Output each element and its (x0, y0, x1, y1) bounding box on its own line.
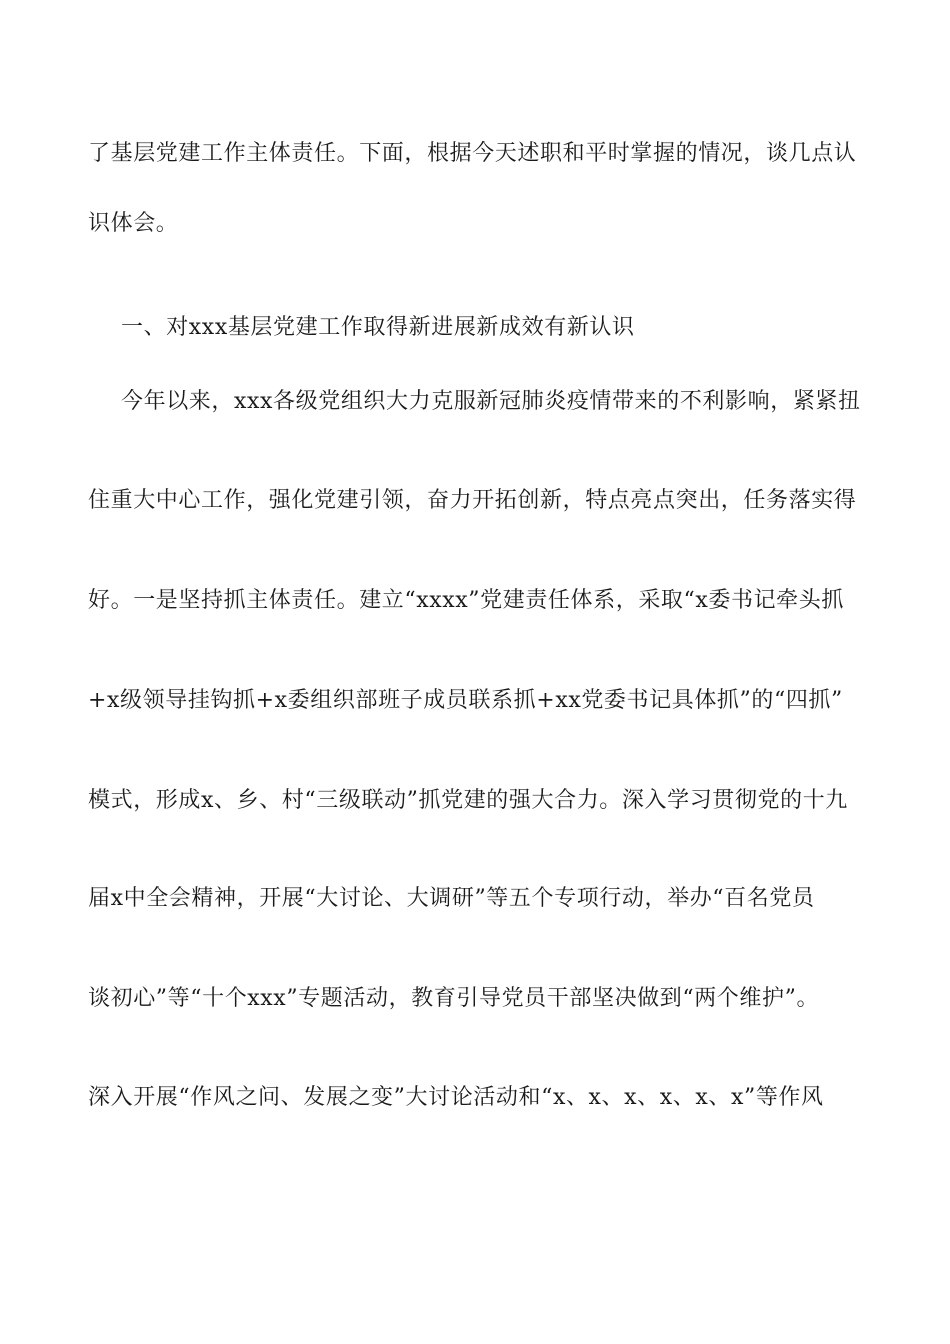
paragraph-line: 识体会。 (88, 211, 179, 236)
paragraph-line: 了基层党建工作主体责任。下面，根据今天述职和平时掌握的情况，谈几点认 (88, 141, 857, 166)
section-heading: 一、对xxx基层党建工作取得新进展新成效有新认识 (121, 315, 635, 340)
paragraph-line: 谈初心”等“十个xxx”专题活动，教育引导党员干部坚决做到“两个维护”。 (88, 986, 820, 1011)
paragraph-line: 好。一是坚持抓主体责任。建立“xxxx”党建责任体系，采取“x委书记牵头抓 (88, 588, 844, 613)
paragraph-line: 届x中全会精神，开展“大讨论、大调研”等五个专项行动，举办“百名党员 (88, 886, 815, 911)
paragraph-line: +x级领导挂钩抓+x委组织部班子成员联系抓+xx党委书记具体抓”的“四抓” (88, 688, 843, 713)
paragraph-line: 深入开展“作风之问、发展之变”大讨论活动和“x、x、x、x、x、x”等作风 (88, 1085, 824, 1110)
paragraph-line: 今年以来，xxx各级党组织大力克服新冠肺炎疫情带来的不利影响，紧紧扭 (121, 389, 861, 414)
paragraph-line: 模式，形成x、乡、村“三级联动”抓党建的强大合力。深入学习贯彻党的十九 (88, 788, 848, 813)
paragraph-line: 住重大中心工作，强化党建引领，奋力开拓创新，特点亮点突出，任务落实得 (88, 488, 857, 513)
